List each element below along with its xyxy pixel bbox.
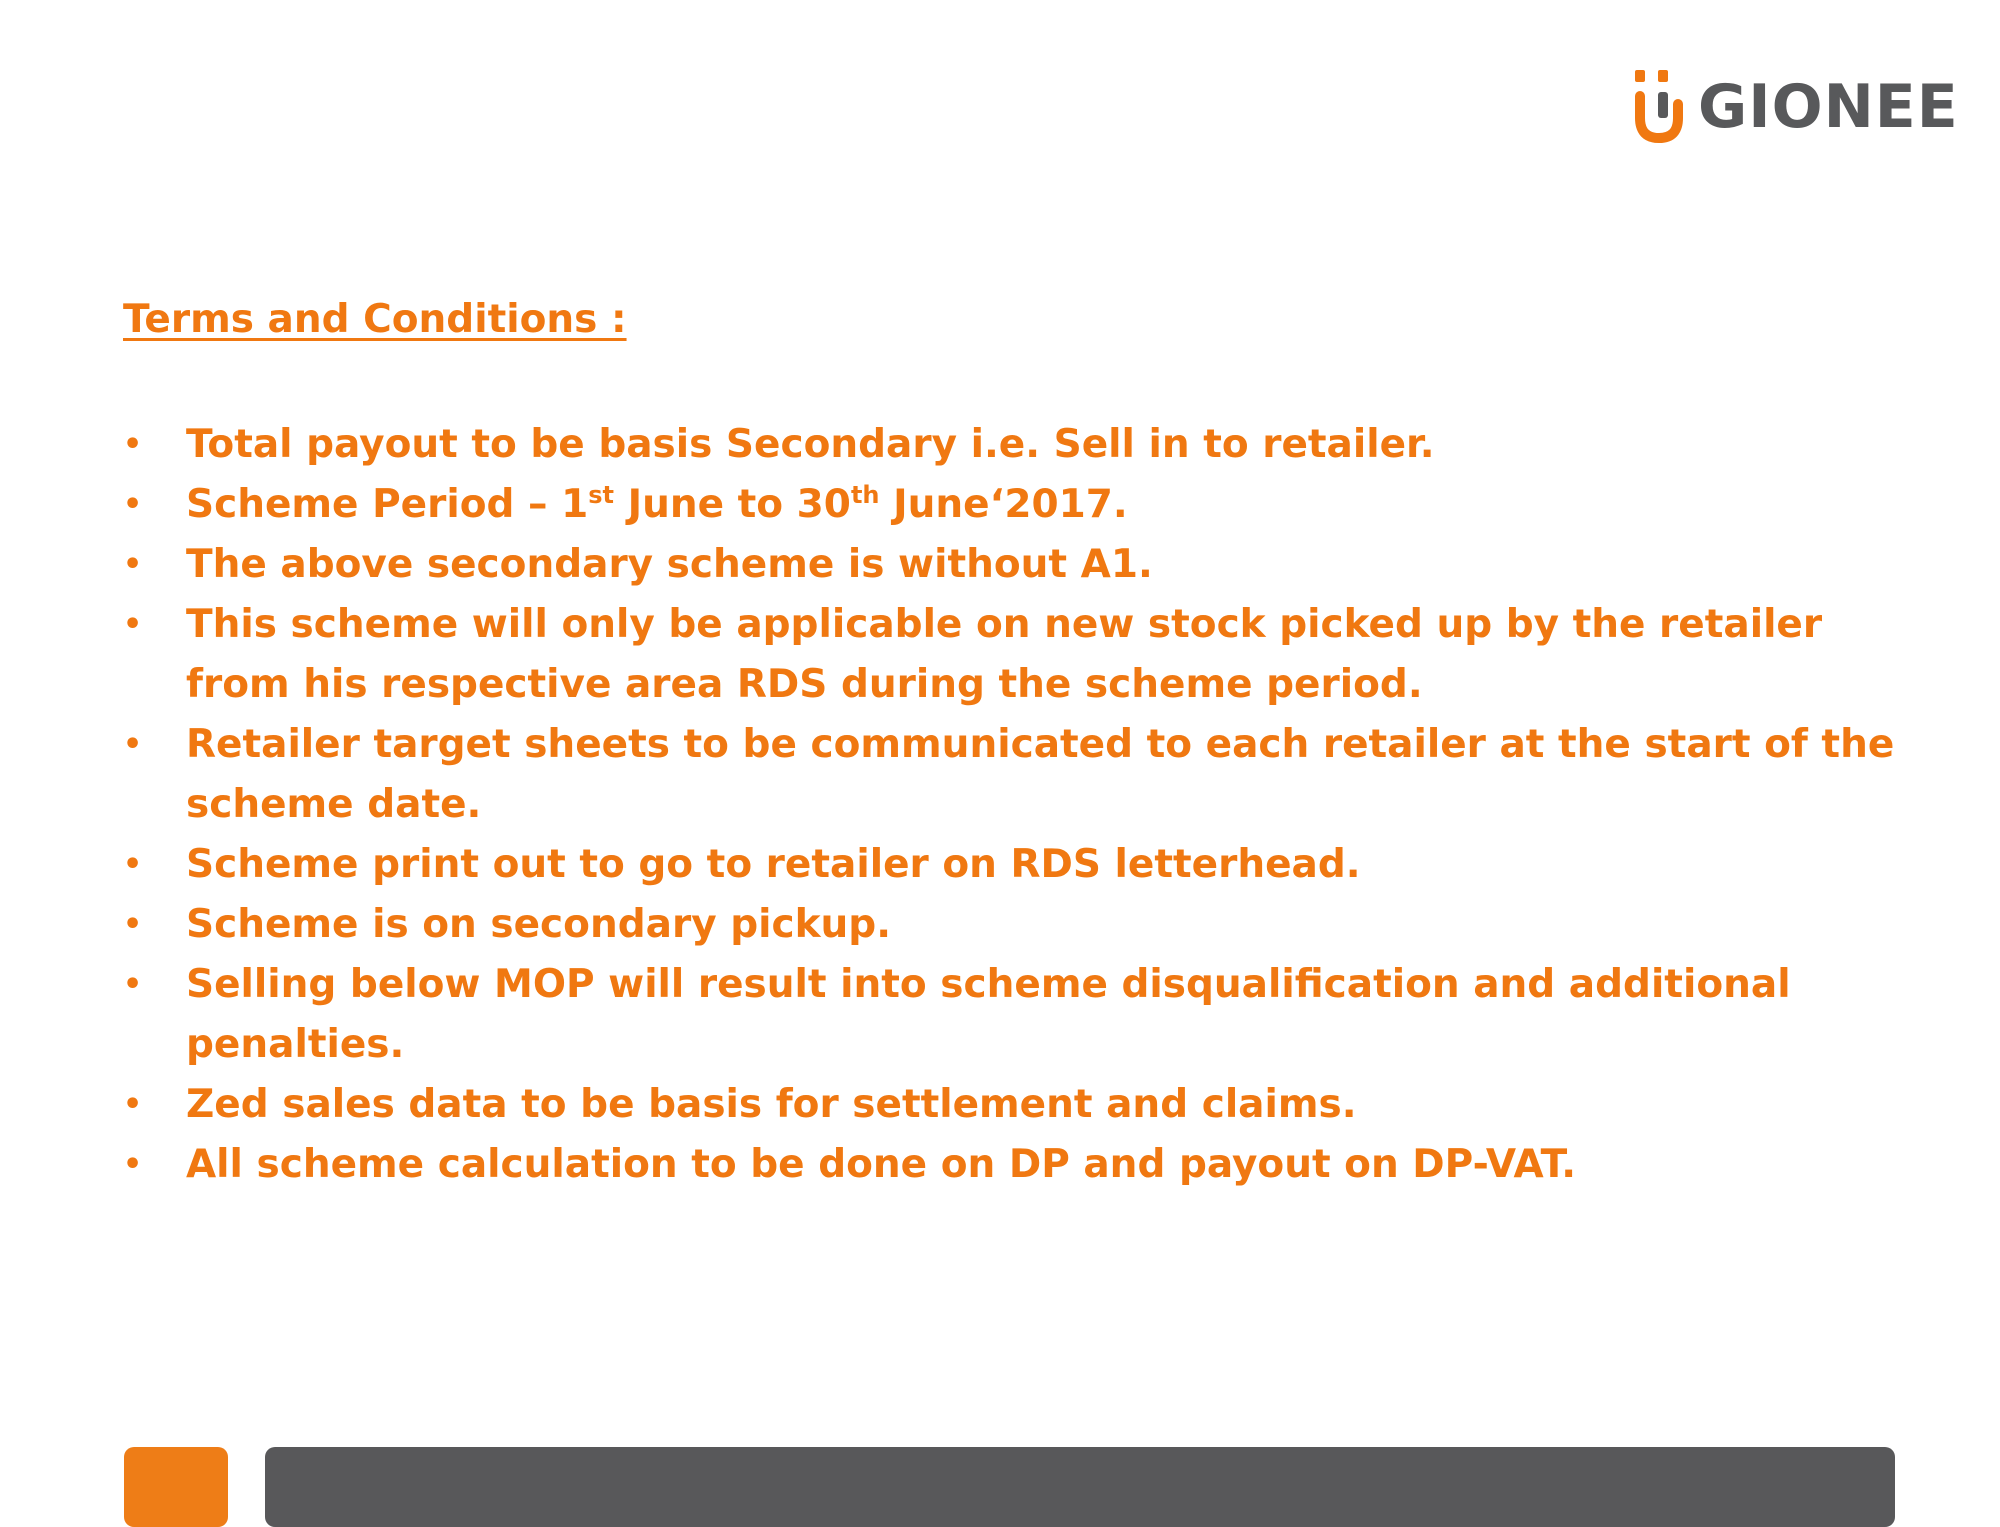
bullet-icon: • [123,427,143,462]
list-item [123,415,1913,475]
bullet-icon: • [123,847,143,882]
list-item [123,895,1913,955]
bullet-icon: • [123,487,143,522]
term-text: Selling below MOP will result into scheme disqualification and additional penalties. [186,962,1791,1067]
term-text [186,482,1128,527]
list-item [123,535,1913,595]
brand-logo [1632,62,1959,152]
term-text: Scheme is on secondary pickup. [186,902,892,947]
term-text-part: Scheme Period – 1 [186,482,589,527]
bullet-icon: • [123,907,143,942]
bullet-icon: • [123,1147,143,1182]
list-item [123,715,1913,835]
term-text-part: June‘2017. [879,482,1128,527]
term-text-part: June to 30 [614,482,851,527]
term-text: Zed sales data to be basis for settlement and claims. [186,1082,1357,1127]
bullet-icon: • [123,1087,143,1122]
term-text: The above secondary scheme is without A1. [186,542,1153,587]
ordinal-suffix: st [588,481,614,509]
list-item [123,1135,1913,1195]
term-text: Retailer target sheets to be communicated to each retailer at the start of the scheme date. [186,722,1895,827]
term-text: This scheme will only be applicable on new stock picked up by the retailer from his respective area RDS during the scheme period. [186,602,1823,707]
page-title: Terms and Conditions : [123,297,627,342]
bullet-icon: • [123,547,143,582]
term-text: All scheme calculation to be done on DP and payout on DP-VAT. [186,1142,1577,1187]
footer-bar [265,1447,1895,1527]
term-text: Scheme print out to go to retailer on RDS letterhead. [186,842,1361,887]
list-item [123,955,1913,1075]
list-item [123,1075,1913,1135]
bullet-icon: • [123,727,143,762]
bullet-icon: • [123,967,143,1002]
gionee-logo-icon [1632,62,1686,152]
list-item [123,835,1913,895]
footer-accent-block [124,1447,228,1527]
list-item [123,475,1913,535]
ordinal-suffix: th [850,481,880,509]
list-item [123,595,1913,715]
brand-name: GIONEE [1698,72,1959,142]
term-text: Total payout to be basis Secondary i.e. Sell in to retailer. [186,422,1435,467]
terms-list [123,415,1913,1195]
bullet-icon: • [123,607,143,642]
